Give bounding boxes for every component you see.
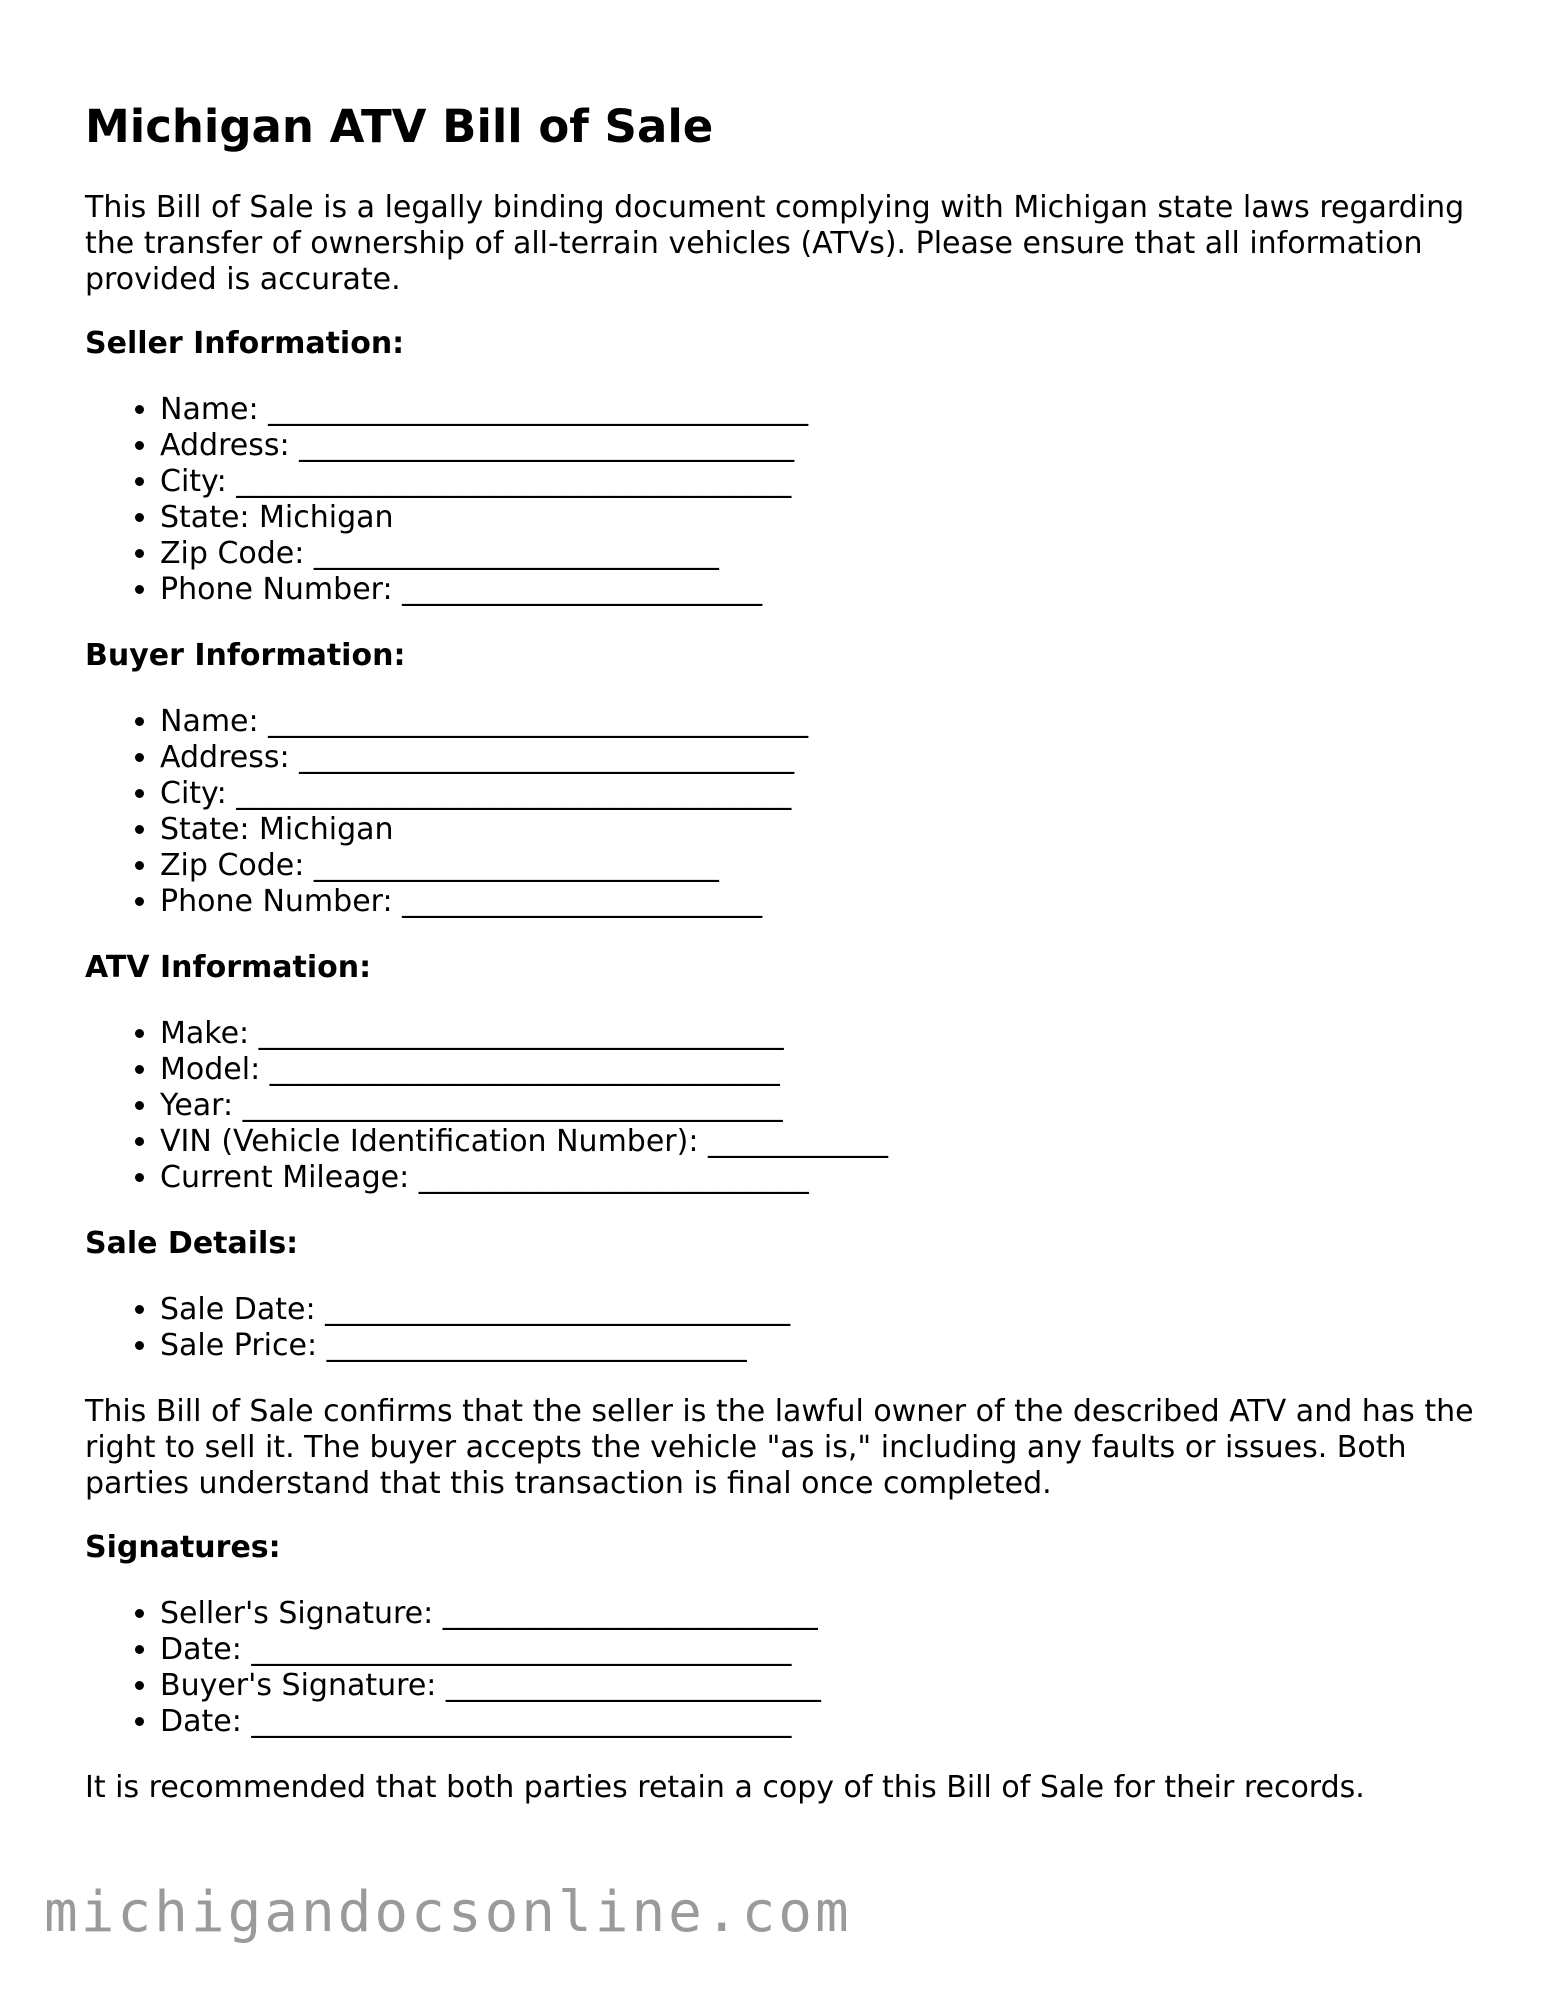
intro-paragraph: This Bill of Sale is a legally binding document complying with Michigan state laws regarding the transfer of ownership of all-terrain vehicles (ATVs). Please ensure that all information provided is accurate. [85, 190, 1465, 297]
atv-vin-field: • VIN (Vehicle Identification Number): ____________ [160, 1124, 1485, 1160]
atv-heading: ATV Information: [85, 950, 372, 985]
site-watermark: michigandocsonline.com [44, 1880, 852, 1945]
closing-paragraph: It is recommended that both parties retain a copy of this Bill of Sale for their records. [85, 1770, 1365, 1805]
buyer-name-field: • Name: ____________________________________ [160, 704, 1485, 740]
buyer-state-field: • State: Michigan [160, 812, 1485, 848]
seller-date-field: • Date: ____________________________________ [160, 1632, 1485, 1668]
atv-make-field: • Make: ___________________________________ [160, 1016, 1485, 1052]
seller-phone-field: • Phone Number: ________________________ [160, 572, 1485, 608]
seller-name-field: • Name: ____________________________________ [160, 392, 1485, 428]
atv-mileage-field: • Current Mileage: __________________________ [160, 1160, 1485, 1196]
sale-date-field: • Sale Date: _______________________________ [160, 1292, 1485, 1328]
buyer-signature-field: • Buyer's Signature: _________________________ [160, 1668, 1485, 1704]
seller-state-field: • State: Michigan [160, 500, 1485, 536]
buyer-heading: Buyer Information: [85, 638, 406, 673]
seller-list [85, 392, 1485, 608]
signatures-heading: Signatures: [85, 1530, 281, 1565]
atv-model-field: • Model: __________________________________ [160, 1052, 1485, 1088]
document-page [85, 100, 1485, 1834]
seller-heading: Seller Information: [85, 326, 405, 361]
buyer-city-field: • City: _____________________________________ [160, 776, 1485, 812]
atv-list [85, 1016, 1485, 1196]
seller-address-field: • Address: _________________________________ [160, 428, 1485, 464]
document-title: Michigan ATV Bill of Sale [85, 100, 714, 153]
buyer-address-field: • Address: _________________________________ [160, 740, 1485, 776]
buyer-zip-field: • Zip Code: ___________________________ [160, 848, 1485, 884]
sale-list [85, 1292, 1485, 1364]
seller-zip-field: • Zip Code: ___________________________ [160, 536, 1485, 572]
signatures-list [85, 1596, 1485, 1740]
seller-city-field: • City: _____________________________________ [160, 464, 1485, 500]
sale-price-field: • Sale Price: ____________________________ [160, 1328, 1485, 1364]
sale-heading: Sale Details: [85, 1226, 299, 1261]
buyer-list [85, 704, 1485, 920]
buyer-phone-field: • Phone Number: ________________________ [160, 884, 1485, 920]
seller-signature-field: • Seller's Signature: _________________________ [160, 1596, 1485, 1632]
atv-year-field: • Year: ____________________________________ [160, 1088, 1485, 1124]
confirmation-paragraph: This Bill of Sale confirms that the seller is the lawful owner of the described ATV and has the right to sell it. The buyer accepts the vehicle "as is," including any faults or issues. Both parties understand that this transaction is final once completed. [85, 1394, 1474, 1501]
buyer-date-field: • Date: ____________________________________ [160, 1704, 1485, 1740]
